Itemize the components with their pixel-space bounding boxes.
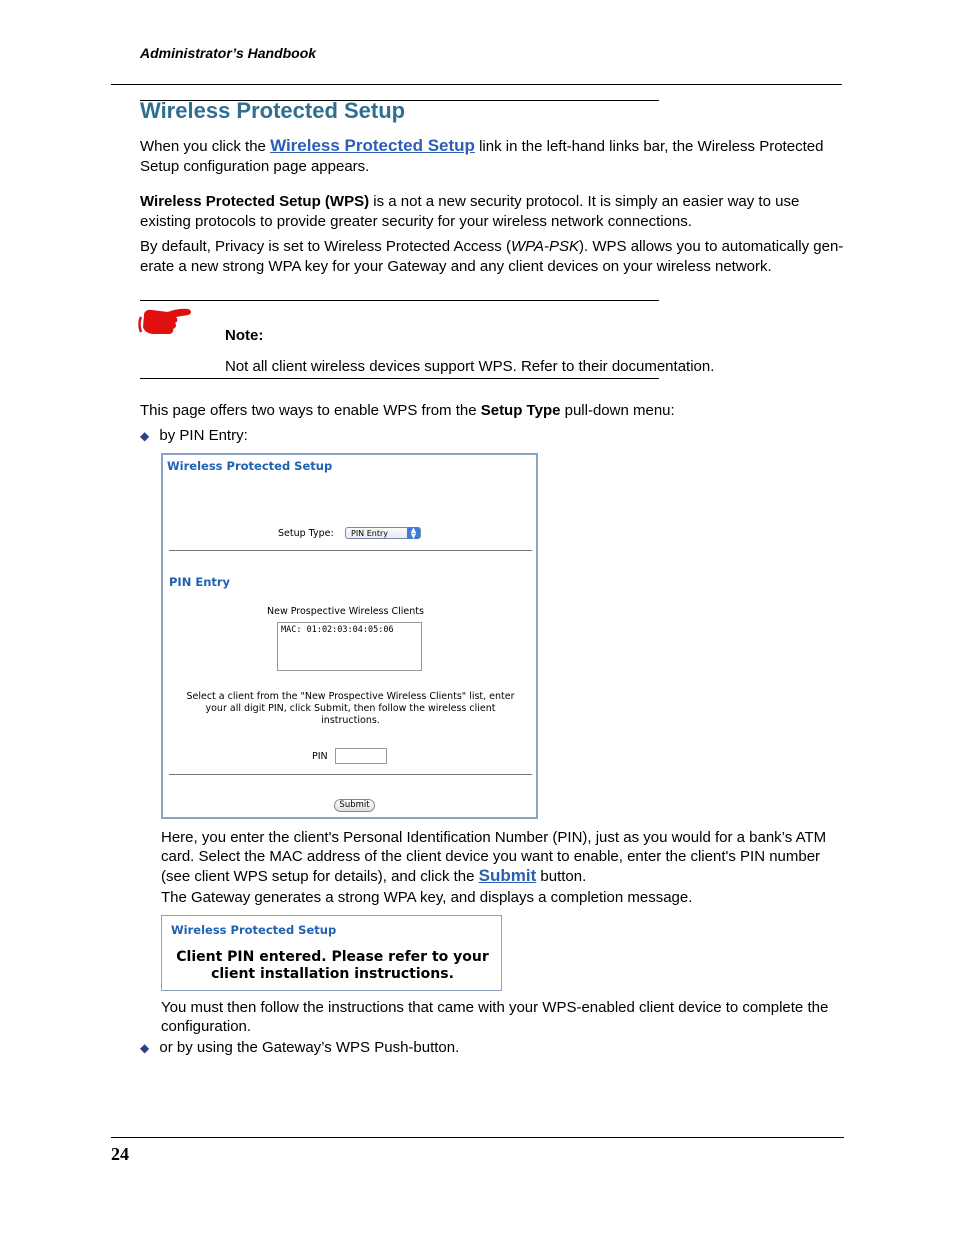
setup-type-value: PIN Entry [351,529,388,538]
pin-input[interactable] [335,748,387,764]
clients-label: New Prospective Wireless Clients [267,606,424,617]
bullet-pin-entry [140,427,248,444]
pin-label: PIN [312,751,328,762]
wps-term: Wireless Protected Setup (WPS) [140,193,370,210]
wps-definition-paragraph [140,192,845,231]
note-top-rule [140,300,659,301]
follow-instructions-paragraph [161,998,845,1036]
setup-type-paragraph [140,401,845,421]
setup-type-label: Setup Type: [278,528,334,539]
note-label: Note: [225,327,264,344]
setup-type-after: pull-down menu: [560,402,675,419]
pin-instructions [169,691,532,727]
pointing-hand-icon [138,305,194,339]
follow-line1: You must then follow the instructions that came with your WPS-enabled client device to complete the [161,999,829,1016]
intro-text-after: link in the left-hand links bar, the Wireless Protected [474,138,824,155]
wps-link[interactable]: Wireless Protected Setup [270,136,475,155]
bullet-pin-entry-text: by PIN Entry: [159,427,248,444]
section-title: Wireless Protected Setup [140,98,406,123]
instructions-line3: instructions. [321,715,380,726]
setup-type-term: Setup Type [480,402,561,419]
pin-expl-line3-after: button. [536,868,587,885]
pin-entry-heading: PIN Entry [169,575,231,589]
pin-entry-screenshot [161,453,538,819]
bullet-push-button [140,1039,459,1056]
completion-screenshot-title: Wireless Protected Setup [171,923,337,937]
wps-def-line1: is a not a new security protocol. It is simply an easier way to use [369,193,800,210]
privacy-after: ). WPS allows you to automatically gen- [579,238,844,255]
note-bottom-rule [140,378,659,379]
wps-def-line2: existing protocols to provide greater security for your wireless network connections. [140,212,692,230]
privacy-before: By default, Privacy is set to Wireless Protected Access ( [140,238,511,255]
setup-type-select[interactable] [345,527,421,539]
bullet-push-button-text: or by using the Gateway’s WPS Push-button. [159,1039,460,1056]
ui-divider-1 [169,550,532,551]
pin-explanation-paragraph [161,828,845,886]
diamond-bullet-icon: ◆ [140,429,150,443]
select-arrows-icon: ▲ ▼ [407,527,420,539]
privacy-line2: erate a new strong WPA key for your Gateway and any client devices on your wireless network. [140,257,772,275]
pin-expl-line3-before: (see client WPS setup for details), and click the [161,868,479,885]
intro-text-before: When you click the [140,138,271,155]
privacy-wpa-psk: WPA-PSK [510,238,580,255]
running-header: Administrator’s Handbook [140,45,317,61]
intro-paragraph [140,136,845,176]
setup-type-before: This page offers two ways to enable WPS from the [140,402,481,419]
pin-expl-line1: Here, you enter the client's Personal Identification Number (PIN), just as you would for a bank’s ATM [161,829,827,846]
completion-screenshot [161,915,502,991]
instructions-line2: your all digit PIN, click Submit, then follow the wireless client [205,703,496,714]
diamond-bullet-icon: ◆ [140,1041,150,1055]
completion-paragraph: The Gateway generates a strong WPA key, and displays a completion message. [161,889,693,906]
submit-button[interactable]: Submit [334,799,375,812]
completion-message-line1: Client PIN entered. Please refer to your [176,949,489,965]
page-number: 24 [111,1144,129,1164]
completion-message-line2: client installation instructions. [211,966,454,982]
completion-message [162,949,503,983]
default-privacy-paragraph [140,237,845,276]
note-text: Not all client wireless devices support WPS. Refer to their documentation. [225,358,715,375]
intro-text-line2: Setup configuration page appears. [140,157,370,175]
instructions-line1: Select a client from the "New Prospective Wireless Clients" list, enter [186,691,515,702]
ui-divider-2 [169,774,532,775]
header-rule [111,84,842,85]
submit-link[interactable]: Submit [478,866,537,885]
client-list-item[interactable]: MAC: 01:02:03:04:05:06 [281,625,394,635]
footer-rule [111,1137,844,1138]
pin-expl-line2: card. Select the MAC address of the client device you want to enable, enter the client's PIN number [161,848,821,865]
clients-listbox[interactable] [277,622,422,671]
screenshot-title: Wireless Protected Setup [167,459,333,473]
follow-line2: configuration. [161,1018,252,1035]
